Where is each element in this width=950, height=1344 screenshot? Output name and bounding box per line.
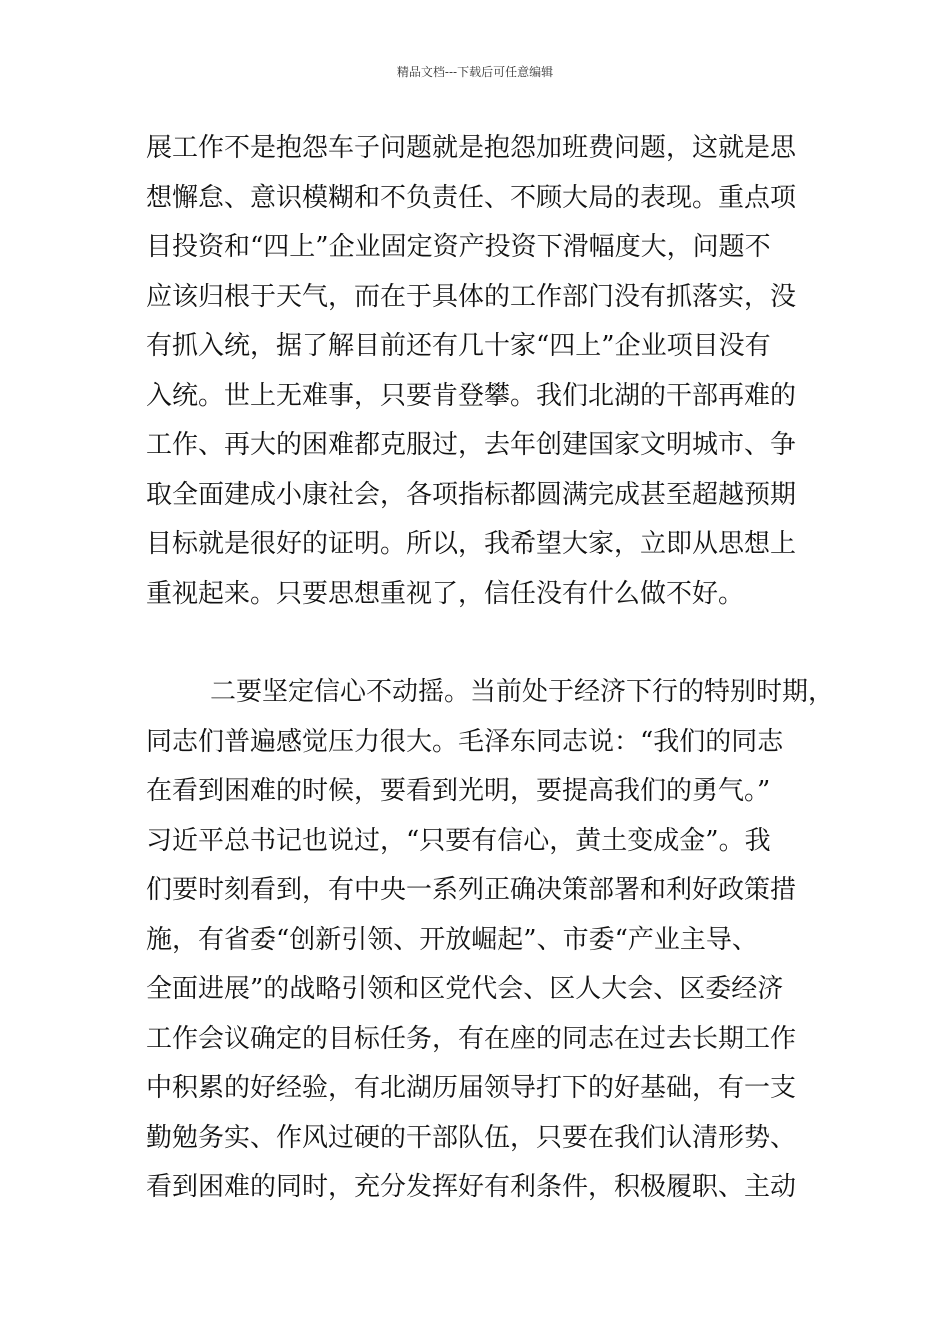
text-line: 习近平总书记也说过，“只要有信心，黄土变成金”。我: [146, 825, 771, 856]
text-line: 应该归根于天气，而在于具体的工作部门没有抓落实，没: [146, 281, 797, 312]
text-line: 们要时刻看到，有中央一系列正确决策部署和利好政策措: [146, 875, 797, 905]
text-line: 入统。世上无难事，只要肯登攀。我们北湖的干部再难的: [146, 380, 797, 411]
paragraph-2: [146, 668, 846, 1213]
text-line: 取全面建成小康社会，各项指标都圆满完成甚至超越预期: [146, 479, 797, 510]
text-line: 展工作不是抱怨车子问题就是抱怨加班费问题，这就是思: [146, 133, 797, 163]
text-line: 目标就是很好的证明。所以，我希望大家，立即从思想上: [146, 529, 797, 559]
text-line: 二要坚定信心不动摇。当前处于经济下行的特别时期，: [210, 677, 835, 707]
text-line: 有抓入统，据了解目前还有几十家“四上”企业项目没有: [146, 331, 771, 361]
text-line: 全面进展”的战略引领和区党代会、区人大会、区委经济: [146, 974, 784, 1004]
text-line: 工作会议确定的目标任务，有在座的同志在过去长期工作: [146, 1023, 797, 1054]
text-line: 重视起来。只要思想重视了，信任没有什么做不好。: [146, 578, 745, 609]
document-body: [146, 124, 846, 1213]
text-line: 看到困难的同时，充分发挥好有利条件，积极履职、主动: [146, 1172, 797, 1202]
text-line: 同志们普遍感觉压力很大。毛泽东同志说：“我们的同志: [146, 726, 784, 757]
text-line: 中积累的好经验，有北湖历届领导打下的好基础，有一支: [146, 1073, 797, 1103]
paragraph-spacer: [146, 619, 846, 668]
text-line: 想懈怠、意识模糊和不负责任、不顾大局的表现。重点项: [146, 182, 797, 213]
text-line: 工作、再大的困难都克服过，去年创建国家文明城市、争: [146, 430, 797, 460]
text-line: 施，有省委“创新引领、开放崛起”、市委“产业主导、: [146, 924, 758, 955]
page-header: 精品文档---下载后可任意编辑: [396, 65, 554, 79]
text-line: 目投资和“四上”企业固定资产投资下滑幅度大，问题不: [146, 232, 771, 262]
text-line: 在看到困难的时候，要看到光明，要提高我们的勇气。”: [146, 776, 771, 806]
text-line: 勤勉务实、作风过硬的干部队伍，只要在我们认清形势、: [146, 1122, 797, 1153]
paragraph-1: [146, 124, 846, 619]
